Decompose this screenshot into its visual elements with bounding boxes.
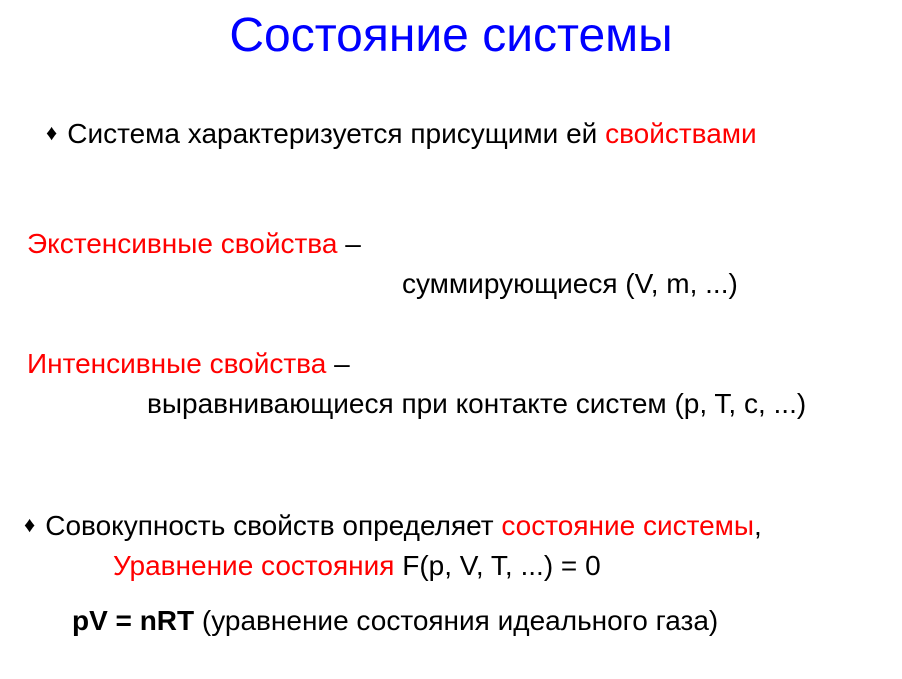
bullet-line-state [24,510,762,542]
intensive-heading [27,348,350,380]
line2-text: Совокупность свойств определяет [45,510,494,541]
intensive-term: Интенсивные свойства [27,348,327,379]
equation-of-state-term: Уравнение состояния [113,550,395,581]
extensive-heading [27,228,361,260]
bullet-line-system-properties [46,118,757,150]
extensive-dash: – [345,228,361,259]
ideal-gas-line [72,605,718,637]
extensive-description: суммирующиеся (V, m, ...) [402,268,738,299]
diamond-bullet-icon: ♦ [46,120,58,145]
equation-of-state-line [113,550,601,582]
line1-text: Система характеризуется присущими ей [67,118,598,149]
equation-of-state-formula: F(p, V, T, ...) = 0 [402,550,601,581]
ideal-gas-formula: pV = nRT [72,605,195,636]
diamond-bullet-icon: ♦ [24,512,36,537]
line2-suffix: , [754,510,762,541]
line1-highlight: свойствами [605,118,757,149]
ideal-gas-note: (уравнение состояния идеального газа) [201,605,719,636]
page-title: Состояние системы [229,9,673,62]
line2-highlight: состояние системы [501,510,755,541]
intensive-dash: – [334,348,350,379]
intensive-description: выравнивающиеся при контакте систем (p, T, c, ...) [147,388,807,419]
extensive-term: Экстенсивные свойства [27,228,338,259]
